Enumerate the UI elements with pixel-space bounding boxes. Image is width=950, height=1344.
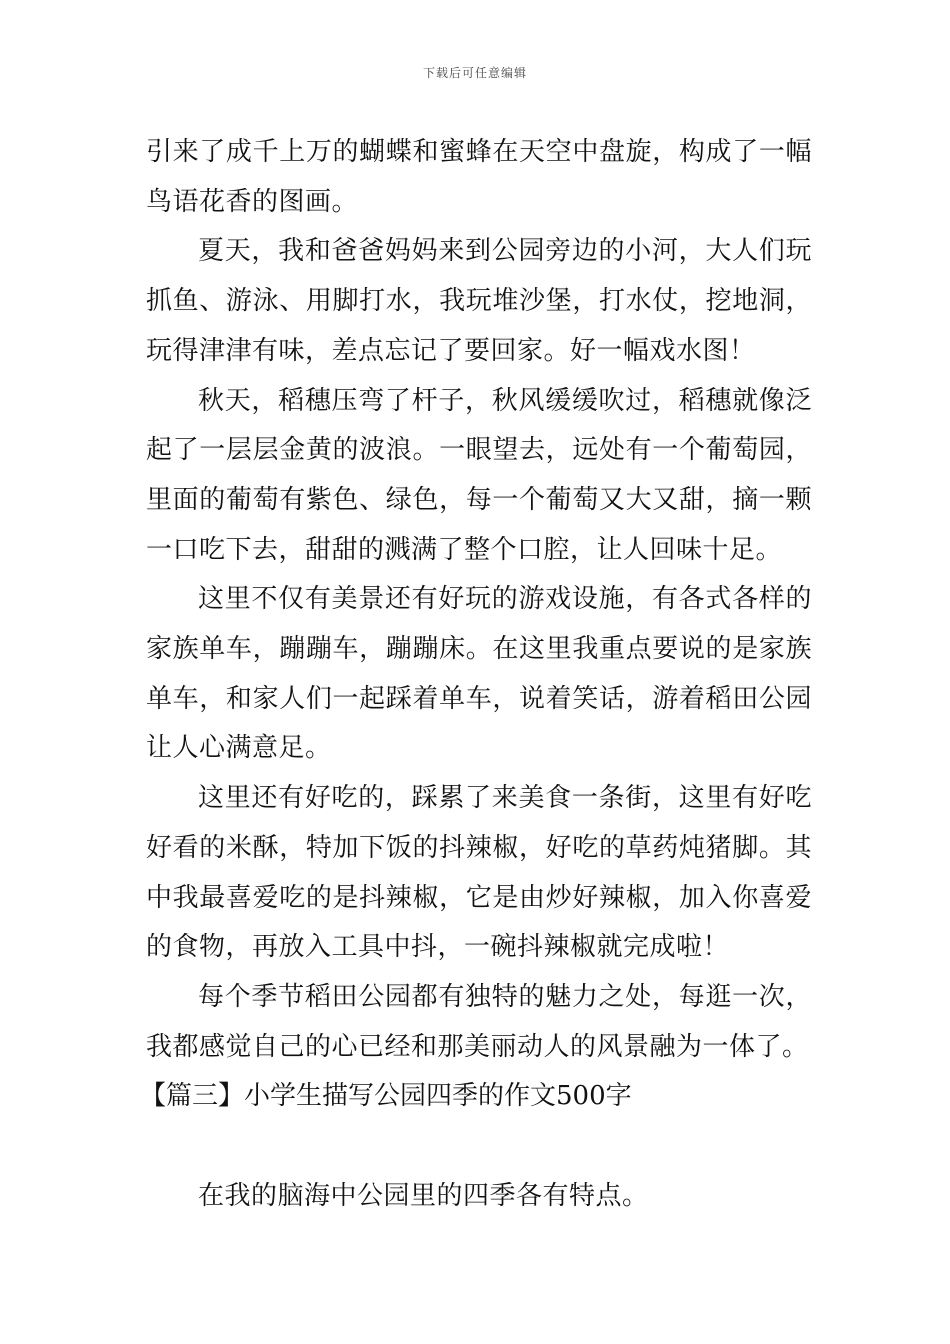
paragraph-food: 这里还有好吃的，踩累了来美食一条街，这里有好吃好看的米酥，特加下饭的抖辣椒，好吃的草药炖猪脚。其中我最喜爱吃的是抖辣椒，它是由炒好辣椒，加入你喜爱的食物，再放入工具中抖，一碗抖辣椒就完成啦！ <box>146 783 812 963</box>
paragraph-conclusion: 每个季节稻田公园都有独特的魅力之处，每逛一次，我都感觉自己的心已经和那美丽动人的风景融为一体了。 <box>146 981 812 1062</box>
document-body <box>140 128 812 1221</box>
paragraph-facilities: 这里不仅有美景还有好玩的游戏设施，有各式各样的家族单车，蹦蹦车，蹦蹦床。在这里我重点要说的是家族单车，和家人们一起踩着单车，说着笑话，游着稻田公园让人心满意足。 <box>146 584 812 764</box>
paragraph-autumn: 秋天，稻穗压弯了杆子，秋风缓缓吹过，稻穗就像泛起了一层层金黄的波浪。一眼望去，远处有一个葡萄园，里面的葡萄有紫色、绿色，每一个葡萄又大又甜，摘一颗一口吃下去，甜甜的溅满了整个口腔，让人回味十足。 <box>146 385 812 565</box>
paragraph-intro: 在我的脑海中公园里的四季各有特点。 <box>198 1180 649 1211</box>
section-heading: 【篇三】小学生描写公园四季的作文500字 <box>140 1081 632 1112</box>
paragraph-continuation: 引来了成千上万的蝴蝶和蜜蜂在天空中盘旋，构成了一幅鸟语花香的图画。 <box>146 137 812 217</box>
page-header: 下载后可任意编辑 <box>422 66 527 80</box>
paragraph-summer: 夏天，我和爸爸妈妈来到公园旁边的小河，大人们玩抓鱼、游泳、用脚打水，我玩堆沙堡，打水仗，挖地洞，玩得津津有味，差点忘记了要回家。好一幅戏水图！ <box>146 236 812 366</box>
blank-line <box>146 1122 812 1172</box>
